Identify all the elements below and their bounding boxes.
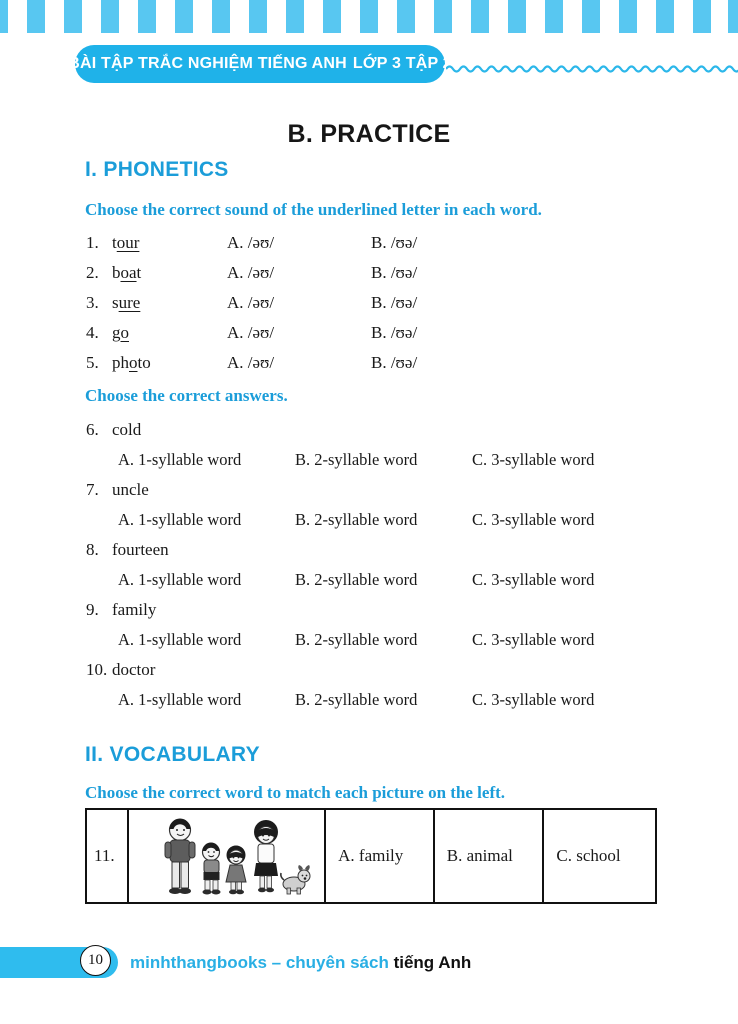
item-number: 4. [86, 323, 99, 342]
word-line [0, 415, 738, 445]
option-a: A. /əʊ/ [227, 263, 275, 282]
word-line [0, 475, 738, 505]
option-a: A. /əʊ/ [227, 323, 275, 342]
option-c: C. 3-syllable word [472, 570, 595, 589]
option-a: A. /əʊ/ [227, 233, 275, 252]
brand-name: minhthangbooks – chuyên sách [130, 953, 389, 972]
item-number: 5. [86, 353, 99, 372]
item-number: 10. [86, 660, 108, 679]
options-line [0, 505, 738, 535]
sound-item-row [0, 318, 738, 348]
option-c: C. 3-syllable word [472, 510, 595, 529]
phonetics-heading: I. PHONETICS [85, 158, 229, 181]
underlined-letters: oa [120, 263, 137, 282]
options-line [0, 565, 738, 595]
item-word: cold [112, 420, 142, 439]
option-b: B. 2-syllable word [295, 690, 418, 709]
underlined-letters: our [116, 233, 140, 252]
item-word: tour [112, 233, 140, 252]
item-number: 6. [86, 420, 99, 439]
item-word: doctor [112, 660, 156, 679]
word-line [0, 595, 738, 625]
page-number-badge [80, 945, 111, 976]
options-line [0, 625, 738, 655]
item-word: photo [112, 353, 151, 372]
option-b: B. /ʊə/ [371, 263, 418, 282]
instruction-answers: Choose the correct answers. [85, 386, 288, 405]
page-title: B. PRACTICE [287, 120, 451, 148]
option-c: C. 3-syllable word [472, 450, 595, 469]
option-b: B. 2-syllable word [295, 570, 418, 589]
option-b: B. /ʊə/ [371, 323, 418, 342]
question-picture-cell [127, 810, 324, 902]
option-b: B. /ʊə/ [371, 293, 418, 312]
option-b: B. 2-syllable word [295, 510, 418, 529]
option-c: C. 3-syllable word [472, 630, 595, 649]
word-line [0, 655, 738, 685]
item-word: boat [112, 263, 142, 282]
vocabulary-table [85, 808, 657, 904]
item-word: sure [112, 293, 141, 312]
wavy-line-decoration [446, 61, 738, 77]
vocab-option-c: C. school [542, 810, 655, 902]
item-number: 1. [86, 233, 99, 252]
book-title: BÀI TẬP TRẮC NGHIỆM TIẾNG ANH [68, 55, 347, 72]
option-a: A. 1-syllable word [118, 570, 242, 589]
option-a: A. 1-syllable word [118, 690, 242, 709]
option-a: A. 1-syllable word [118, 450, 242, 469]
item-word: uncle [112, 480, 149, 499]
option-a: A. 1-syllable word [118, 510, 242, 529]
item-number: 8. [86, 540, 99, 559]
vocab-option-b: B. animal [433, 810, 543, 902]
sound-item-row [0, 258, 738, 288]
family-with-dog-illustration [134, 812, 320, 900]
item-number: 7. [86, 480, 99, 499]
option-a: A. /əʊ/ [227, 353, 275, 372]
book-title-volume: LỚP 3 TẬP 2 [352, 55, 452, 72]
option-b: B. /ʊə/ [371, 233, 418, 252]
sound-item-row [0, 348, 738, 378]
footer-brand [130, 947, 471, 978]
sound-item-row [0, 288, 738, 318]
book-title-banner [68, 45, 452, 83]
word-line [0, 535, 738, 565]
page-number: 10 [88, 952, 103, 968]
item-number: 9. [86, 600, 99, 619]
item-number: 3. [86, 293, 99, 312]
item-number: 2. [86, 263, 99, 282]
decorative-stripes [0, 0, 738, 33]
vocab-option-a: A. family [324, 810, 433, 902]
underlined-letters: o [120, 323, 129, 342]
instruction-vocabulary: Choose the correct word to match each picture on the left. [85, 783, 506, 802]
option-c: C. 3-syllable word [472, 690, 595, 709]
instruction-sound: Choose the correct sound of the underlined letter in each word. [85, 200, 542, 219]
underlined-letters: ure [118, 293, 141, 312]
option-a: A. 1-syllable word [118, 630, 242, 649]
option-a: A. /əʊ/ [227, 293, 275, 312]
item-word: go [112, 323, 129, 342]
option-b: B. 2-syllable word [295, 450, 418, 469]
options-line [0, 445, 738, 475]
option-b: B. /ʊə/ [371, 353, 418, 372]
item-word: family [112, 600, 157, 619]
item-word: fourteen [112, 540, 169, 559]
options-line [0, 685, 738, 715]
option-b: B. 2-syllable word [295, 630, 418, 649]
vocabulary-heading: II. VOCABULARY [85, 743, 260, 766]
sound-item-row [0, 228, 738, 258]
question-number-cell: 11. [94, 846, 115, 865]
brand-name-bold: tiếng Anh [393, 953, 472, 972]
underlined-letters: o [129, 353, 138, 372]
